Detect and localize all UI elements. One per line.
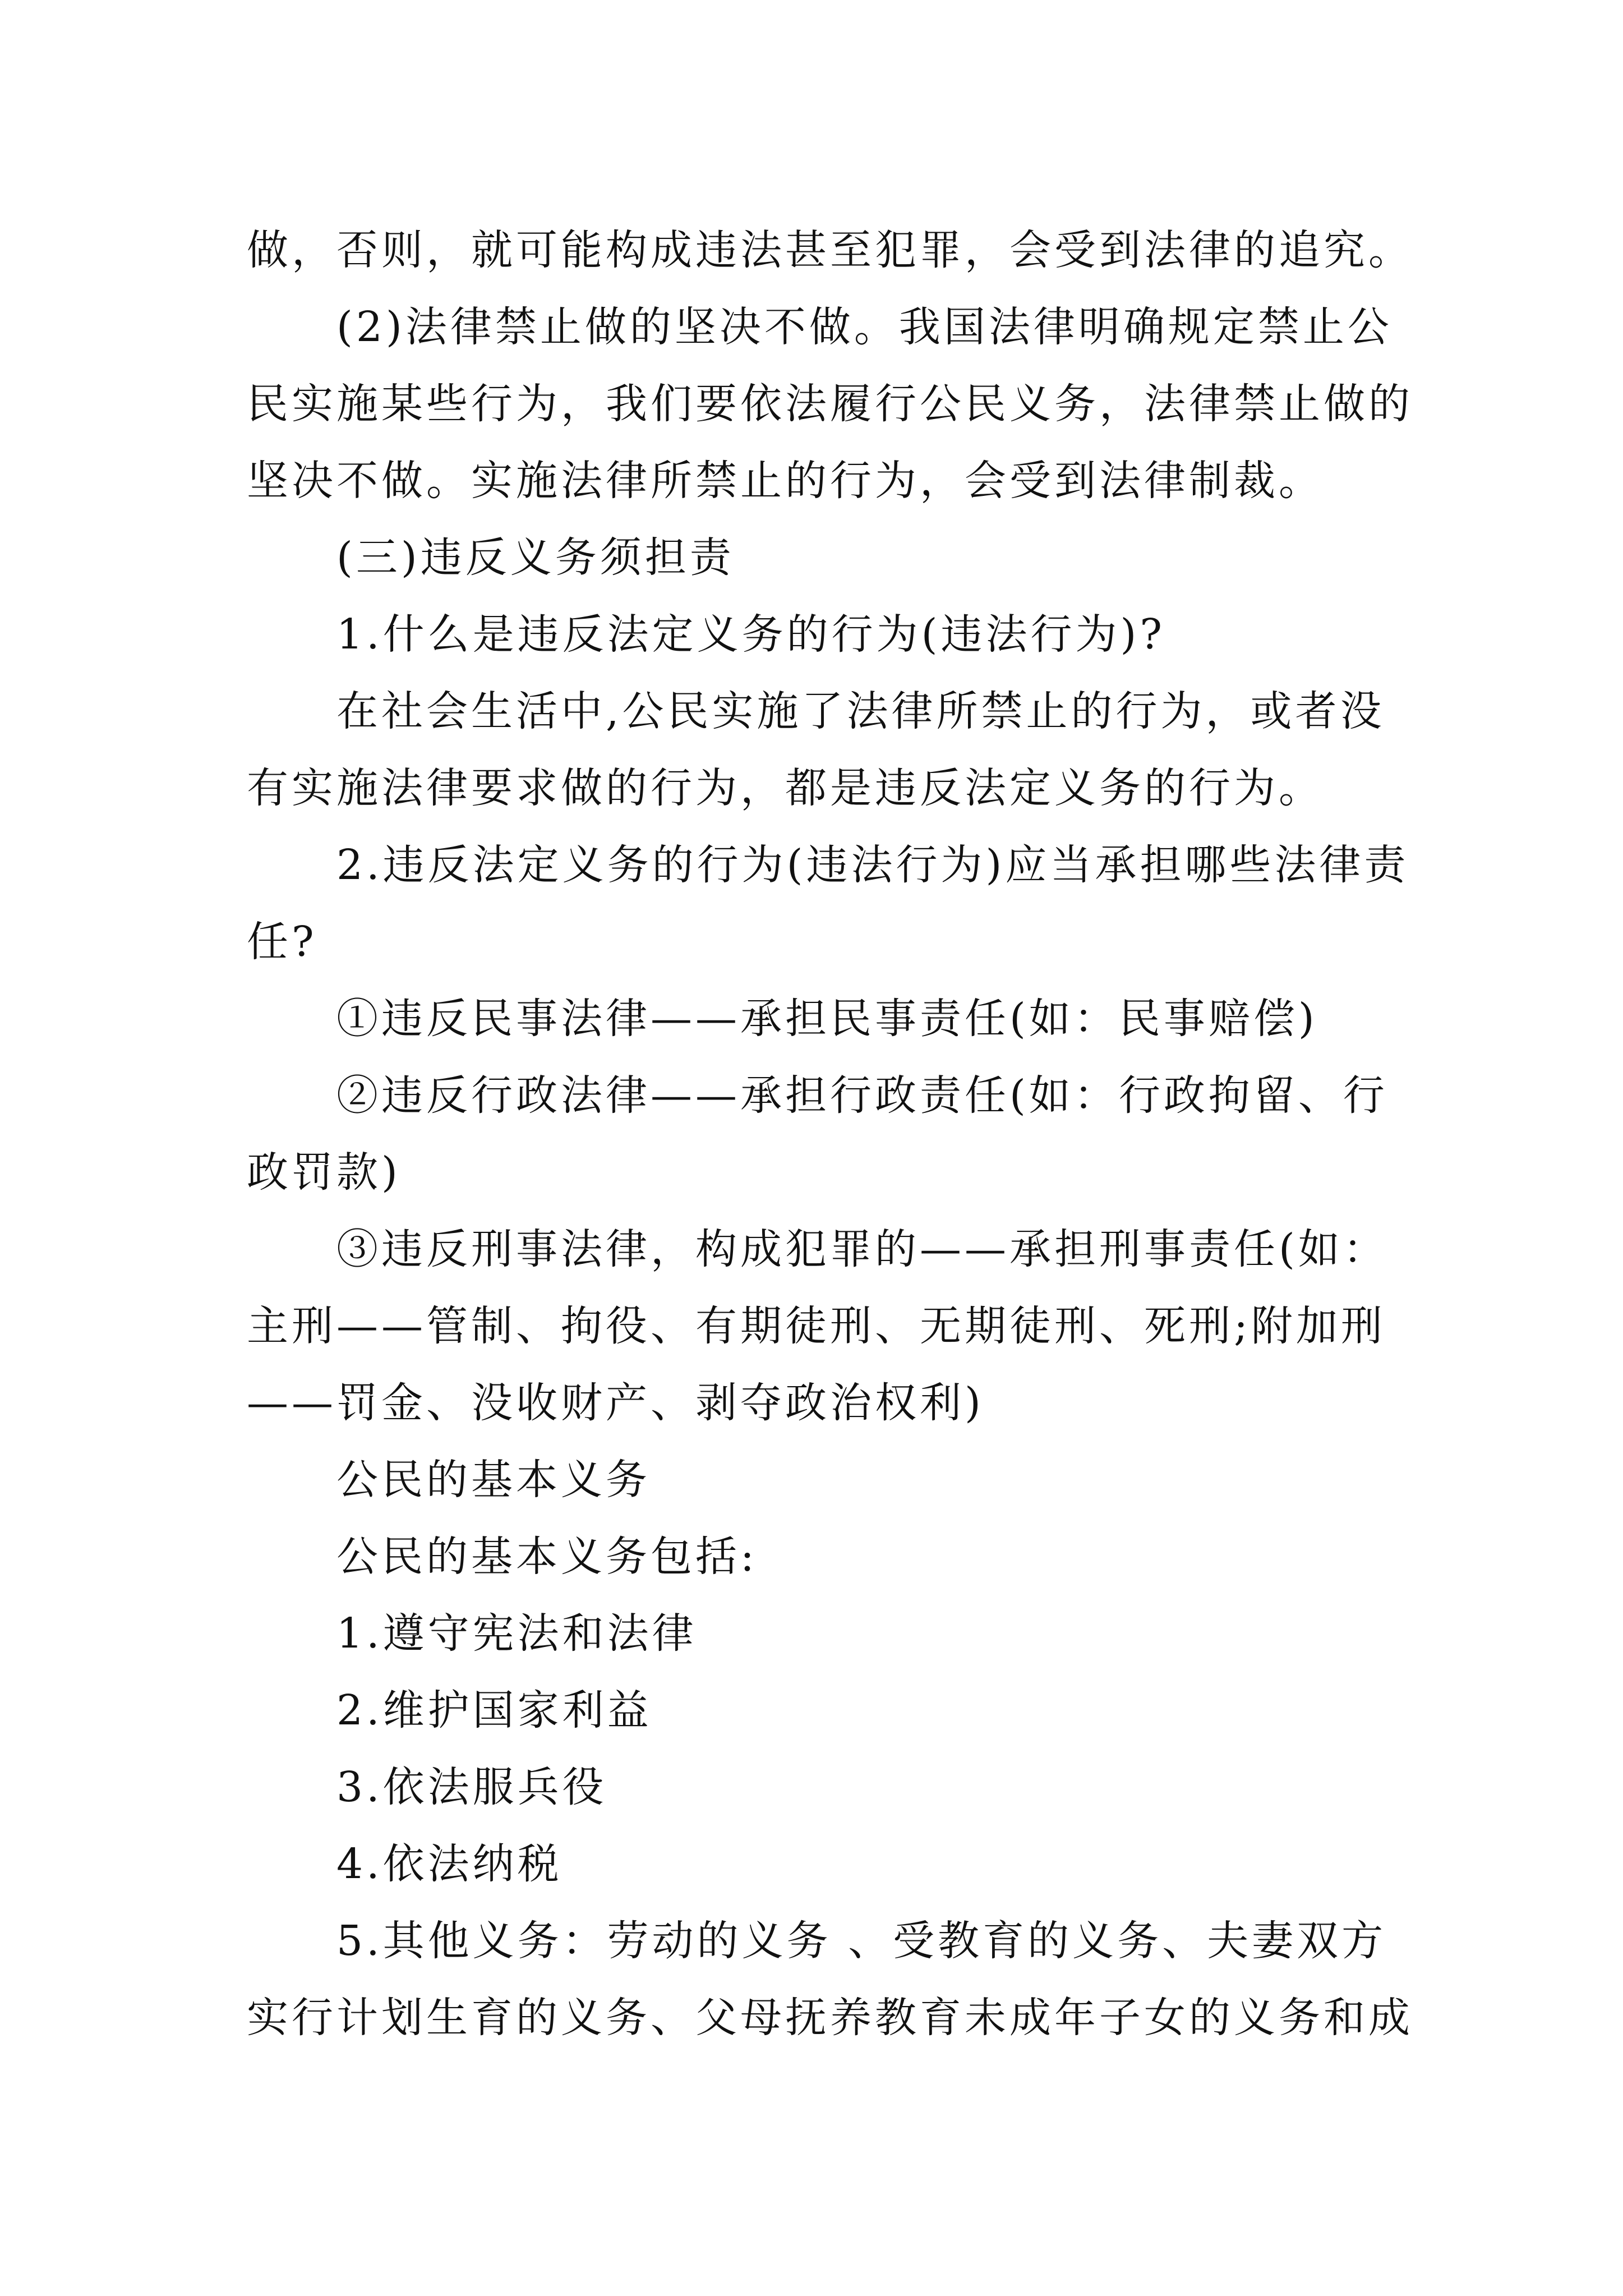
text-line: 坚决不做。实施法律所禁止的行为，会受到法律制裁。 <box>247 457 1324 505</box>
text-line: 公民的基本义务包括: <box>336 1533 758 1581</box>
text-line: 政罚款) <box>247 1148 401 1197</box>
section-heading: 公民的基本义务 <box>336 1456 651 1504</box>
list-item: 1.遵守宪法和法律 <box>336 1609 697 1658</box>
list-item: 4.依法纳税 <box>336 1840 562 1888</box>
text-line: 主刑——管制、拘役、有期徒刑、无期徒刑、死刑;附加刑 <box>247 1302 1386 1350</box>
list-item: 5.其他义务：劳动的义务 、受教育的义务、夫妻双方 <box>336 1917 1387 1965</box>
document-body <box>247 212 1413 2056</box>
question-heading: 1.什么是违反法定义务的行为(违法行为)? <box>336 610 1166 659</box>
text-line: 在社会生活中,公民实施了法律所禁止的行为，或者没 <box>336 687 1385 735</box>
list-item: ②违反行政法律——承担行政责任(如：行政拘留、行 <box>336 1071 1388 1120</box>
text-line: 有实施法律要求做的行为，都是违反法定义务的行为。 <box>247 764 1324 812</box>
list-item: ③违反刑事法律，构成犯罪的——承担刑事责任(如： <box>336 1225 1388 1273</box>
list-item: 2.维护国家利益 <box>336 1686 652 1734</box>
list-item: 3.依法服兵役 <box>336 1763 607 1811</box>
list-item: ①违反民事法律——承担民事责任(如：民事赔偿) <box>336 995 1318 1043</box>
text-line: (2)法律禁止做的坚决不做。我国法律明确规定禁止公 <box>336 303 1393 351</box>
text-line: 做，否则，就可能构成违法甚至犯罪，会受到法律的追究。 <box>247 226 1413 274</box>
text-line: 任? <box>247 918 317 966</box>
text-line: 实行计划生育的义务、父母抚养教育未成年子女的义务和成 <box>247 1994 1413 2042</box>
section-heading: (三)违反义务须担责 <box>336 533 735 582</box>
question-heading: 2.违反法定义务的行为(违法行为)应当承担哪些法律责 <box>336 841 1409 889</box>
text-line: ——罚金、没收财产、剥夺政治权利) <box>247 1379 984 1427</box>
text-line: 民实施某些行为，我们要依法履行公民义务，法律禁止做的 <box>247 380 1413 428</box>
